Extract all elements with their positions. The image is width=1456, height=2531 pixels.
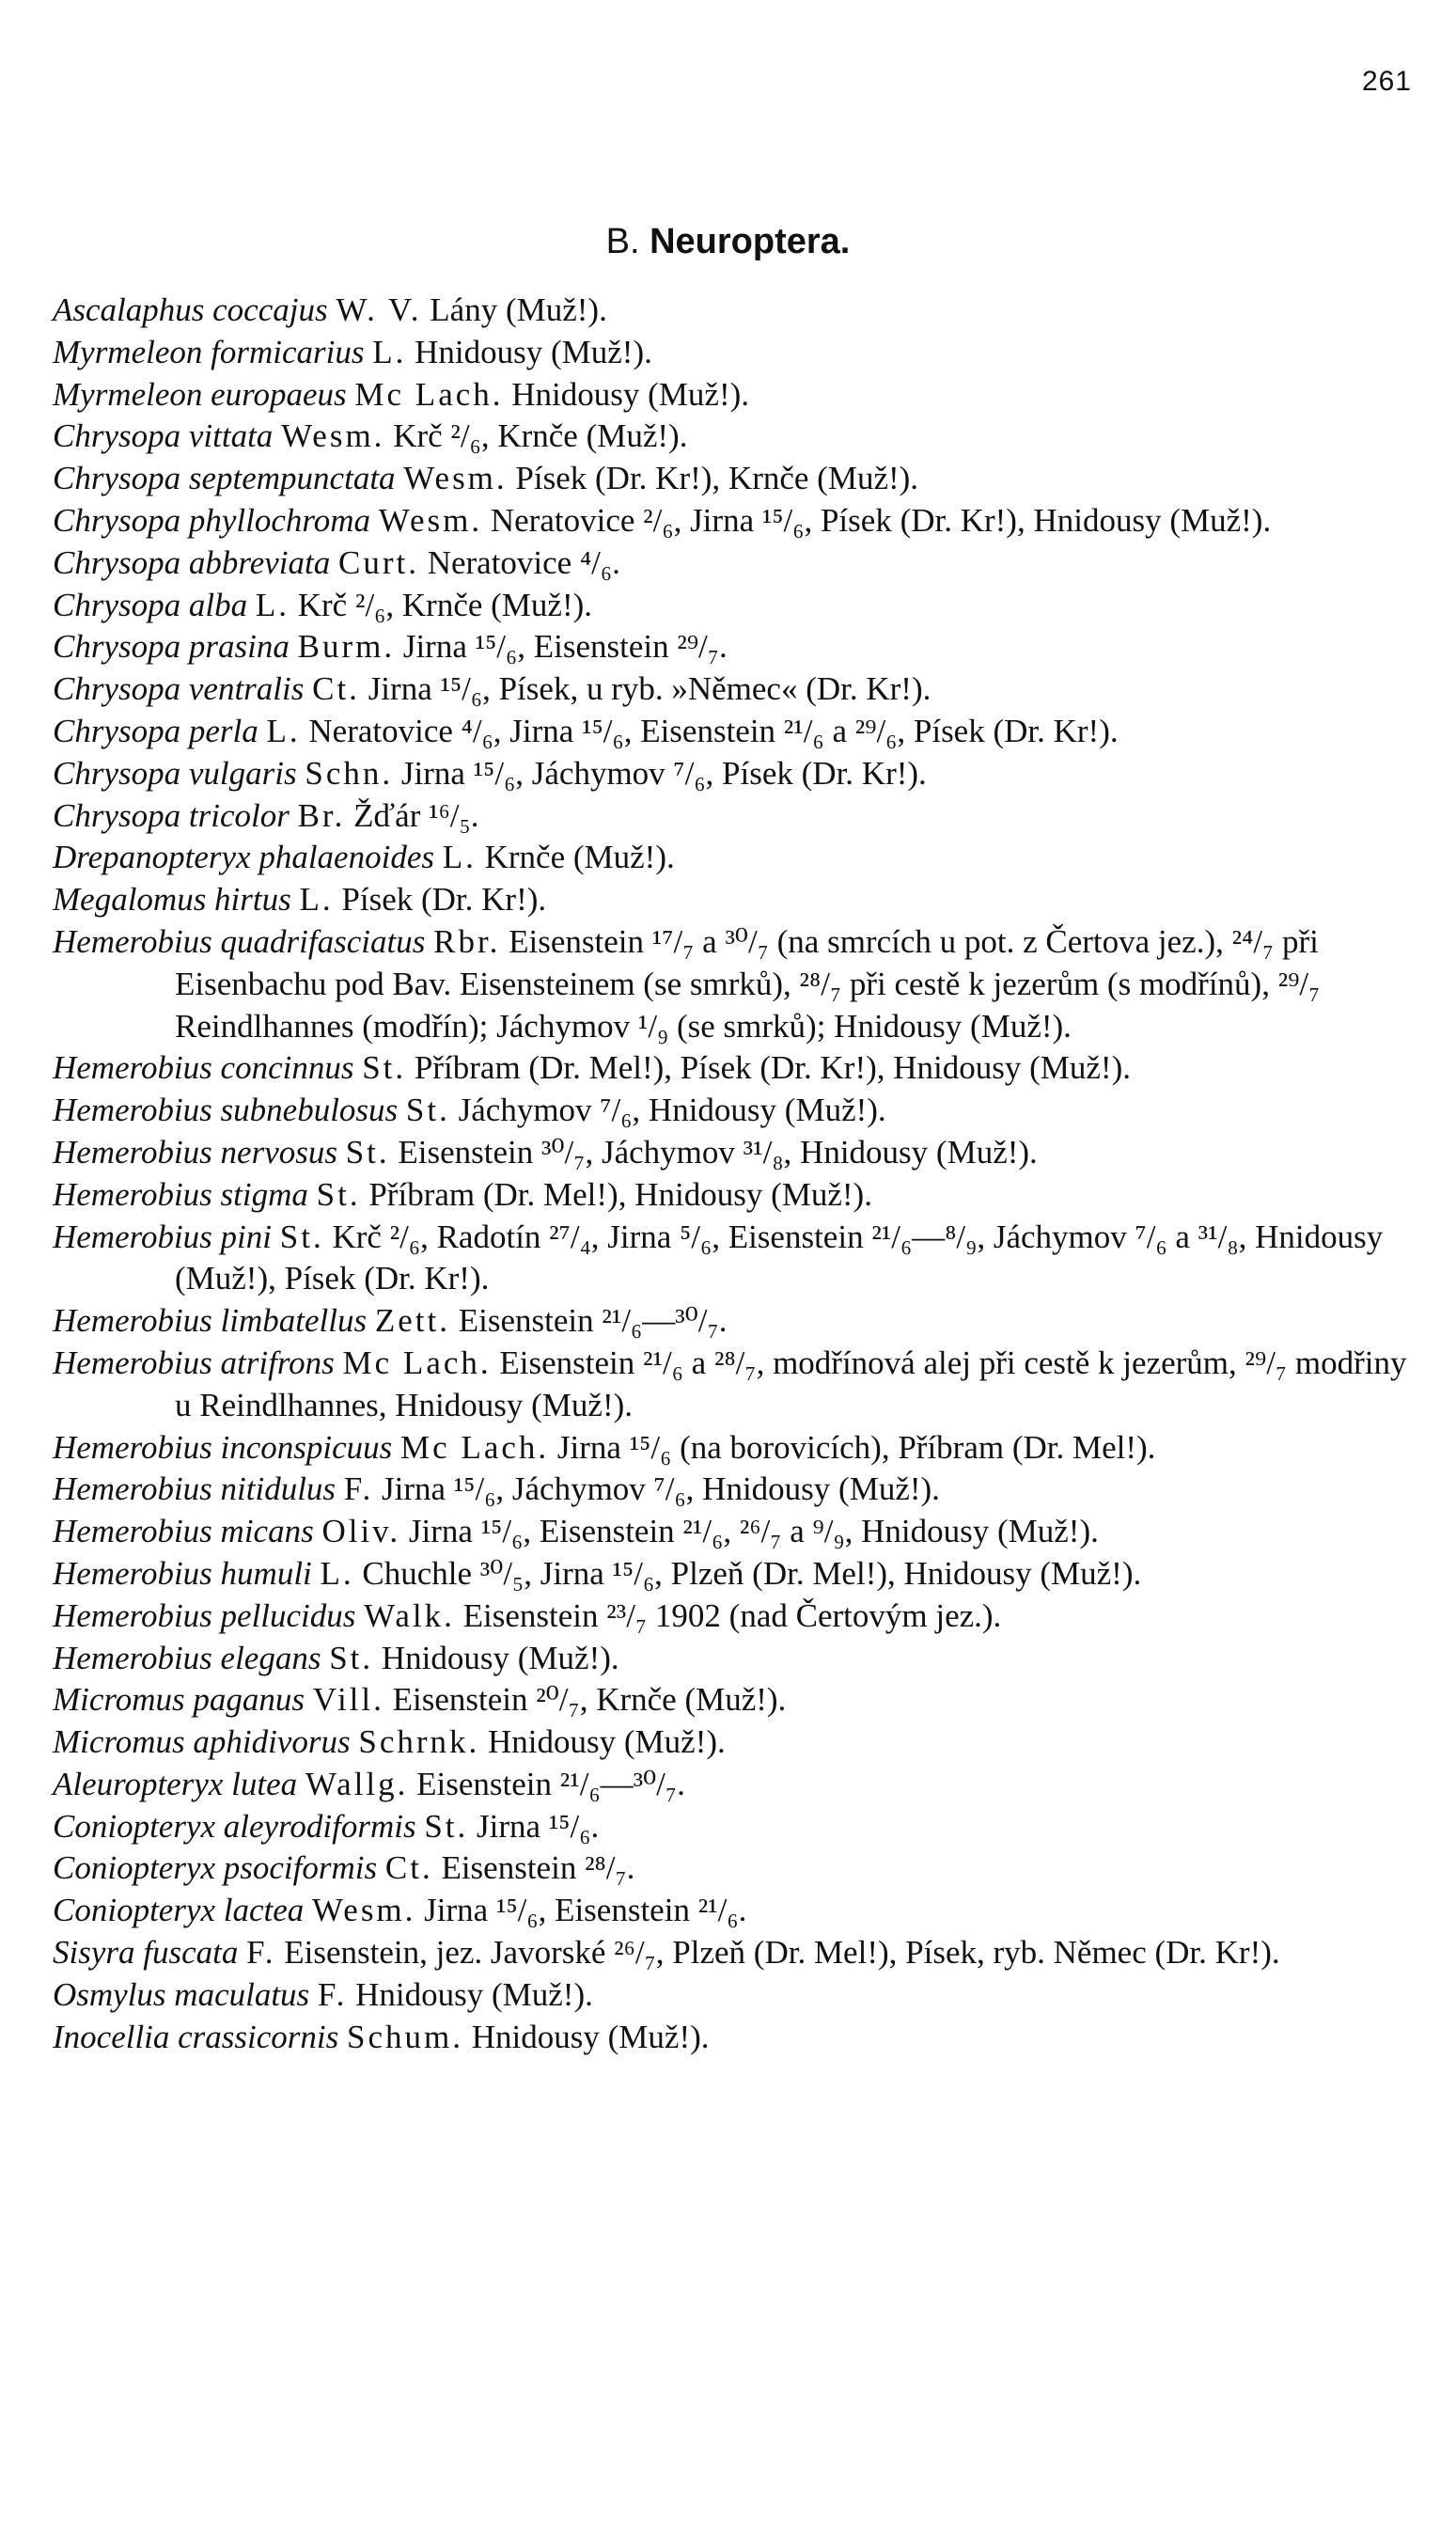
species-records: Eisenstein ²⁸/₇. bbox=[432, 1849, 635, 1887]
species-entry bbox=[53, 1638, 1421, 1680]
species-author: Schn. bbox=[305, 754, 394, 792]
species-records: Eisenstein ³⁰/₇, Jáchymov ³¹/₈, Hnidousy (Muž!). bbox=[389, 1133, 1038, 1171]
species-entry bbox=[53, 1343, 1421, 1427]
species-entry bbox=[53, 2017, 1421, 2059]
species-author: Ct. bbox=[312, 670, 360, 708]
species-records: Lány (Muž!). bbox=[421, 291, 607, 328]
species-name: Hemerobius micans bbox=[53, 1513, 314, 1550]
species-name: Sisyra fuscata bbox=[53, 1934, 239, 1972]
species-entry bbox=[53, 290, 1421, 332]
species-name: Megalomus hirtus bbox=[53, 881, 291, 919]
species-name: Osmylus maculatus bbox=[53, 1975, 310, 2013]
species-name: Hemerobius subnebulosus bbox=[53, 1092, 399, 1129]
species-entry bbox=[53, 1511, 1421, 1553]
species-author: Wesm. bbox=[378, 501, 483, 539]
species-author: St. bbox=[316, 1175, 361, 1213]
species-name: Hemerobius humuli bbox=[53, 1554, 312, 1592]
species-name: Chrysopa vulgaris bbox=[53, 754, 297, 792]
species-author: Curt. bbox=[337, 543, 419, 581]
species-author: F. bbox=[317, 1975, 348, 2013]
species-records: Krnče (Muž!). bbox=[476, 839, 675, 876]
species-author: L. bbox=[299, 881, 334, 919]
species-records: Krč ²/₆, Krnče (Muž!). bbox=[290, 586, 593, 623]
species-name: Hemerobius nervosus bbox=[53, 1133, 337, 1171]
species-records: Písek (Dr. Kr!), Krnče (Muž!). bbox=[507, 460, 919, 497]
species-records: Eisenstein ¹⁷/₇ a ³⁰/₇ (na smrcích u pot. z Čertova jez.), ²⁴/₇ při Eisenbachu pod Bav. Eisensteinem (se smrků), ²⁸/₇ při cestě k jezerům (s modřínů), ²⁹/₇ Reindlhannes (modřín); Jáchymov ¹/₉ (se smrků); Hnidousy (Muž!). bbox=[175, 922, 1321, 1045]
species-list bbox=[53, 290, 1421, 2058]
species-author: Mc Lach. bbox=[400, 1428, 550, 1466]
species-entry bbox=[53, 374, 1421, 417]
species-entry bbox=[53, 416, 1421, 458]
species-records: Jirna ¹⁵/₆, Eisenstein ²¹/₆. bbox=[415, 1892, 747, 1929]
species-entry bbox=[53, 1047, 1421, 1090]
species-records: Krč ²/₆, Radotín ²⁷/₄, Jirna ⁵/₆, Eisenstein ²¹/₆—⁸/₉, Jáchymov ⁷/₆ a ³¹/₈, Hnidousy (Muž!), Písek (Dr. Kr!). bbox=[175, 1218, 1384, 1297]
species-author: L. bbox=[372, 333, 407, 370]
species-name: Coniopteryx aleyrodiformis bbox=[53, 1807, 416, 1845]
species-records: Krč ²/₆, Krnče (Muž!). bbox=[384, 417, 688, 455]
section-title bbox=[0, 222, 1456, 262]
species-entry bbox=[53, 795, 1421, 838]
species-name: Coniopteryx psociformis bbox=[53, 1849, 378, 1887]
species-name: Hemerobius quadrifasciatus bbox=[53, 922, 426, 960]
species-entry bbox=[53, 500, 1421, 542]
species-records: Neratovice ⁴/₆. bbox=[418, 543, 620, 581]
species-name: Inocellia crassicornis bbox=[53, 2018, 339, 2055]
species-name: Hemerobius inconspicuus bbox=[53, 1428, 393, 1466]
species-author: St. bbox=[362, 1049, 407, 1087]
species-entry bbox=[53, 1764, 1421, 1806]
species-name: Ascalaphus coccajus bbox=[53, 291, 328, 328]
species-author: Zett. bbox=[374, 1302, 450, 1340]
species-entry bbox=[53, 879, 1421, 921]
species-records: Eisenstein ²¹/₆—³⁰/₇. bbox=[408, 1765, 685, 1802]
species-entry bbox=[53, 1217, 1421, 1301]
species-records: Jirna ¹⁵/₆. bbox=[468, 1807, 600, 1845]
species-name: Chrysopa ventralis bbox=[53, 670, 305, 708]
species-records: Jirna ¹⁵/₆, Eisenstein ²⁹/₇. bbox=[395, 628, 728, 666]
species-author: St. bbox=[345, 1133, 390, 1171]
species-name: Chrysopa vittata bbox=[53, 417, 274, 455]
species-records: Eisenstein, jez. Javorské ²⁶/₇, Plzeň (Dr. Mel!), Písek, ryb. Němec (Dr. Kr!). bbox=[275, 1934, 1280, 1972]
species-author: Mc Lach. bbox=[342, 1344, 492, 1381]
species-records: Hnidousy (Muž!). bbox=[503, 375, 750, 413]
species-author: St. bbox=[329, 1639, 374, 1676]
species-author: Wesm. bbox=[281, 417, 385, 455]
species-author: L. bbox=[320, 1554, 354, 1592]
species-author: Wallg. bbox=[305, 1765, 409, 1802]
species-entry bbox=[53, 1974, 1421, 2017]
species-entry bbox=[53, 1806, 1421, 1848]
species-records: Jirna ¹⁵/₆, Jáchymov ⁷/₆, Hnidousy (Muž!). bbox=[373, 1470, 940, 1508]
species-author: F. bbox=[246, 1934, 276, 1972]
species-author: St. bbox=[279, 1218, 324, 1255]
species-entry bbox=[53, 668, 1421, 711]
species-name: Hemerobius limbatellus bbox=[53, 1302, 368, 1340]
species-records: Eisenstein ²⁰/₇, Krnče (Muž!). bbox=[384, 1681, 787, 1719]
species-name: Hemerobius nitidulus bbox=[53, 1470, 337, 1508]
species-author: Schum. bbox=[347, 2018, 464, 2055]
species-name: Hemerobius pellucidus bbox=[53, 1596, 356, 1634]
species-author: L. bbox=[255, 586, 290, 623]
species-records: Eisenstein ²¹/₆—³⁰/₇. bbox=[449, 1302, 728, 1340]
species-author: Burm. bbox=[297, 628, 396, 666]
species-author: Ct. bbox=[384, 1849, 433, 1887]
species-records: Jirna ¹⁵/₆, Eisenstein ²¹/₆, ²⁶/₇ a ⁹/₉, Hnidousy (Muž!). bbox=[400, 1513, 1099, 1550]
species-entry bbox=[53, 1890, 1421, 1932]
species-records: Chuchle ³⁰/₅, Jirna ¹⁵/₆, Plzeň (Dr. Mel!), Hnidousy (Muž!). bbox=[353, 1554, 1142, 1592]
species-entry bbox=[53, 1469, 1421, 1511]
species-name: Hemerobius elegans bbox=[53, 1639, 321, 1676]
species-name: Hemerobius pini bbox=[53, 1218, 272, 1255]
species-author: Schrnk. bbox=[358, 1723, 480, 1761]
species-records: Neratovice ²/₆, Jirna ¹⁵/₆, Písek (Dr. Kr!), Hnidousy (Muž!). bbox=[482, 501, 1272, 539]
species-name: Chrysopa perla bbox=[53, 712, 258, 749]
species-entry bbox=[53, 1847, 1421, 1890]
species-records: Eisenstein ²¹/₆ a ²⁸/₇, modřínová alej při cestě k jezerům, ²⁹/₇ modřiny u Reindlhannes, Hnidousy (Muž!). bbox=[175, 1344, 1407, 1423]
species-name: Hemerobius concinnus bbox=[53, 1049, 354, 1087]
species-author: Vill. bbox=[312, 1681, 384, 1719]
species-records: Písek (Dr. Kr!). bbox=[333, 881, 547, 919]
species-entry bbox=[53, 1427, 1421, 1470]
species-records: Hnidousy (Muž!). bbox=[479, 1723, 726, 1761]
species-entry bbox=[53, 1679, 1421, 1721]
page-number: 261 bbox=[1361, 66, 1412, 97]
section-name: Neuroptera. bbox=[650, 222, 851, 261]
species-records: Jirna ¹⁵/₆ (na borovicích), Příbram (Dr. Mel!). bbox=[549, 1428, 1156, 1466]
species-name: Chrysopa septempunctata bbox=[53, 460, 396, 497]
species-author: St. bbox=[405, 1092, 450, 1129]
species-entry bbox=[53, 585, 1421, 627]
species-name: Chrysopa tricolor bbox=[53, 796, 290, 834]
species-entry bbox=[53, 711, 1421, 753]
species-author: Wesm. bbox=[403, 460, 508, 497]
species-records: Žďár ¹⁶/₅. bbox=[345, 796, 479, 834]
species-entry bbox=[53, 458, 1421, 500]
species-name: Micromus aphidivorus bbox=[53, 1723, 351, 1761]
species-records: Jirna ¹⁵/₆, Jáchymov ⁷/₆, Písek (Dr. Kr!). bbox=[393, 754, 927, 792]
species-name: Drepanopteryx phalaenoides bbox=[53, 839, 434, 876]
species-records: Eisenstein ²³/₇ 1902 (nad Čertovým jez.). bbox=[454, 1596, 1002, 1634]
species-author: Br. bbox=[297, 796, 346, 834]
species-name: Micromus paganus bbox=[53, 1681, 305, 1719]
species-records: Hnidousy (Muž!). bbox=[373, 1639, 619, 1676]
species-name: Hemerobius stigma bbox=[53, 1175, 308, 1213]
species-records: Hnidousy (Muž!). bbox=[463, 2018, 710, 2055]
species-entry bbox=[53, 837, 1421, 879]
species-entry bbox=[53, 1132, 1421, 1174]
species-name: Myrmeleon europaeus bbox=[53, 375, 347, 413]
species-entry bbox=[53, 921, 1421, 1047]
species-records: Hnidousy (Muž!). bbox=[406, 333, 652, 370]
species-records: Hnidousy (Muž!). bbox=[347, 1975, 593, 2013]
species-entry bbox=[53, 1932, 1421, 1974]
species-entry bbox=[53, 1090, 1421, 1132]
species-name: Coniopteryx lactea bbox=[53, 1892, 305, 1929]
species-entry bbox=[53, 542, 1421, 585]
species-entry bbox=[53, 753, 1421, 795]
species-author: Mc Lach. bbox=[354, 375, 504, 413]
species-records: Jáchymov ⁷/₆, Hnidousy (Muž!). bbox=[449, 1092, 886, 1129]
species-name: Chrysopa alba bbox=[53, 586, 248, 623]
species-records: Neratovice ⁴/₆, Jirna ¹⁵/₆, Eisenstein ²¹/₆ a ²⁹/₆, Písek (Dr. Kr!). bbox=[300, 712, 1119, 749]
species-records: Jirna ¹⁵/₆, Písek, u ryb. »Němec« (Dr. Kr!). bbox=[359, 670, 932, 708]
species-name: Chrysopa prasina bbox=[53, 628, 290, 666]
species-entry bbox=[53, 1596, 1421, 1638]
species-records: Příbram (Dr. Mel!), Písek (Dr. Kr!), Hnidousy (Muž!). bbox=[406, 1049, 1131, 1087]
species-name: Myrmeleon formicarius bbox=[53, 333, 365, 370]
species-author: Walk. bbox=[364, 1596, 455, 1634]
species-author: L. bbox=[266, 712, 301, 749]
species-author: L. bbox=[442, 839, 477, 876]
species-entry bbox=[53, 1553, 1421, 1596]
species-author: F. bbox=[343, 1470, 374, 1508]
species-author: St. bbox=[424, 1807, 469, 1845]
species-name: Chrysopa phyllochroma bbox=[53, 501, 370, 539]
species-entry bbox=[53, 1174, 1421, 1217]
section-prefix: B. bbox=[605, 222, 640, 261]
species-name: Hemerobius atrifrons bbox=[53, 1344, 335, 1381]
species-entry bbox=[53, 1300, 1421, 1343]
species-entry bbox=[53, 626, 1421, 668]
species-author: Wesm. bbox=[312, 1892, 416, 1929]
species-author: Oliv. bbox=[321, 1513, 401, 1550]
species-name: Chrysopa abbreviata bbox=[53, 543, 331, 581]
species-records: Příbram (Dr. Mel!), Hnidousy (Muž!). bbox=[360, 1175, 872, 1213]
species-entry bbox=[53, 332, 1421, 374]
species-name: Aleuropteryx lutea bbox=[53, 1765, 298, 1802]
species-author: W. V. bbox=[336, 291, 422, 328]
species-author: Rbr. bbox=[433, 922, 501, 960]
species-entry bbox=[53, 1721, 1421, 1764]
